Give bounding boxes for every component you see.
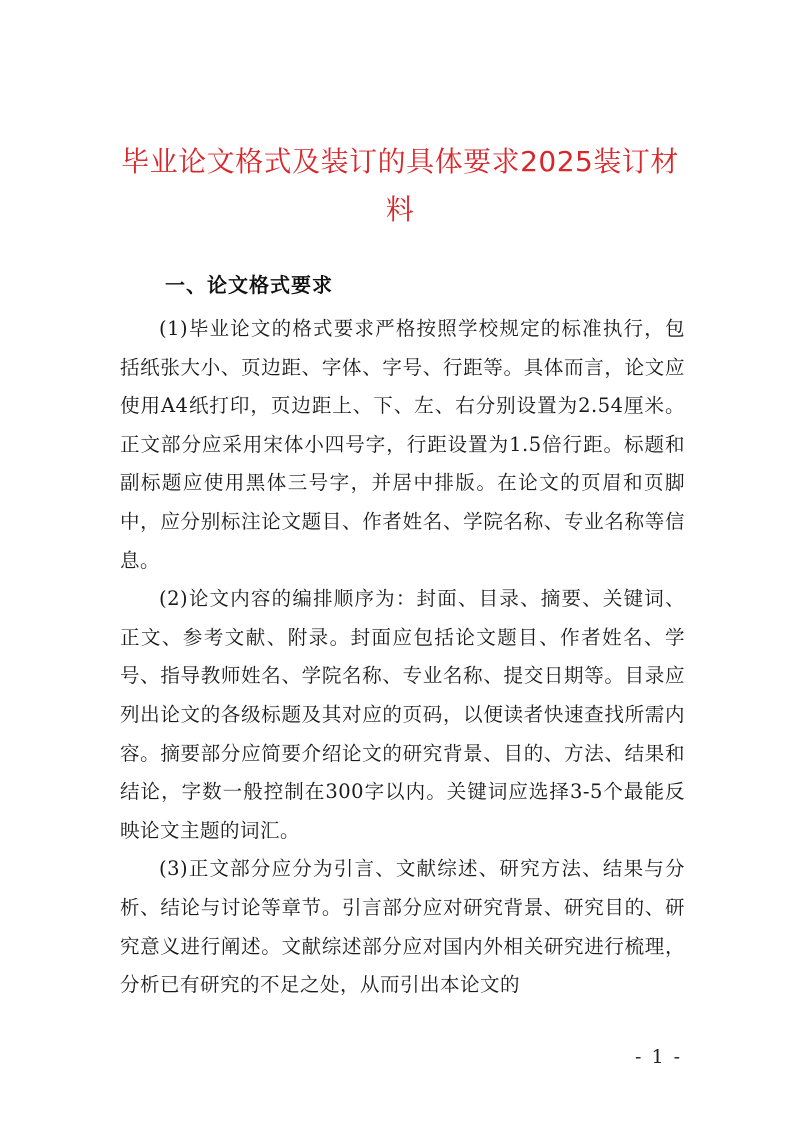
document-title: 毕业论文格式及装订的具体要求2025装订材料 xyxy=(121,145,679,226)
paragraph-2: (2)论文内容的编排顺序为：封面、目录、摘要、关键词、正文、参考文献、附录。封面应包括论文题目、作者姓名、学号、指导教师姓名、学院名称、专业名称、提交日期等。目录应列出论文的各级标题及其对应的页码，以便读者快速查找所需内容。摘要部分应简要介绍论文的研究背景、目的、方法、结果和结论，字数一般控制在300字以内。关键词应选择3-5个最能反映论文主题的词汇。 xyxy=(120,587,685,842)
paragraph-1: (1)毕业论文的格式要求严格按照学校规定的标准执行，包括纸张大小、页边距、字体、字号、行距等。具体而言，论文应使用A4纸打印，页边距上、下、左、右分别设置为2.54厘米。正文部分应采用宋体小四号字，行距设置为1.5倍行距。标题和副标题应使用黑体三号字，并居中排版。在论文的页眉和页脚中，应分别标注论文题目、作者姓名、学院名称、专业名称等信息。 xyxy=(120,317,685,572)
page-number: - 1 - xyxy=(634,1046,682,1068)
paragraph-3: (3)正文部分应分为引言、文献综述、研究方法、结果与分析、结论与讨论等章节。引言部分应对研究背景、研究目的、研究意义进行阐述。文献综述部分应对国内外相关研究进行梳理，分析已有研究的不足之处，从而引出本论文的 xyxy=(120,857,685,997)
section-heading: 一、论文格式要求 xyxy=(165,273,333,297)
body-text xyxy=(120,310,685,1005)
